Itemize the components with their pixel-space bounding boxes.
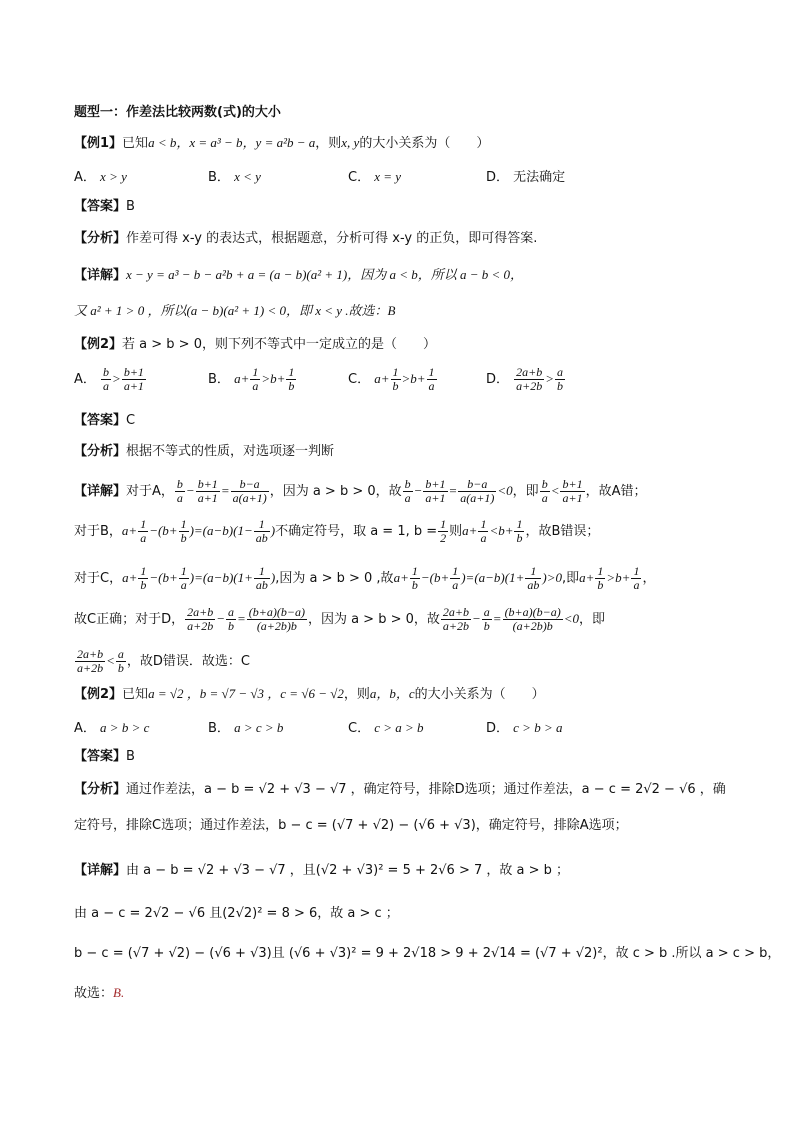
option-value: a > c > b bbox=[234, 720, 284, 735]
detail-text: 故选： bbox=[74, 986, 114, 1001]
fraction: $\frac{1}{b}$ bbox=[288, 365, 295, 393]
fraction: $\frac{1}{a}$ bbox=[428, 365, 435, 393]
option-label: B． bbox=[208, 721, 230, 736]
option-label: C． bbox=[348, 721, 371, 736]
fraction: $\frac{b}{a}$ bbox=[103, 365, 110, 393]
detail-text: ，故D错误．故选：C bbox=[126, 654, 250, 669]
ex1-stem-mid: ，则 bbox=[315, 136, 342, 151]
analysis-tag: 【分析】 bbox=[74, 444, 127, 459]
ex2-option-d: D． $\frac{2a+b}{a+2b}$ > $\frac{a}{b}$ bbox=[486, 365, 564, 393]
answer-value: B bbox=[126, 749, 135, 764]
section-title: 题型一：作差法比较两数(式)的大小 bbox=[74, 105, 281, 120]
answer-tag: 【答案】 bbox=[74, 749, 127, 764]
ex1-stem-vars: x, y bbox=[341, 135, 360, 150]
detail-text: 对于A， bbox=[126, 484, 174, 499]
answer-tag: 【答案】 bbox=[74, 199, 127, 214]
ex1-option-c bbox=[348, 166, 401, 185]
ex1-stem-post: 的大小关系为（ ） bbox=[359, 136, 490, 151]
detail-answer: B. bbox=[113, 985, 125, 1000]
detail-text: ,因为 a > b > 0 ,故 bbox=[275, 571, 394, 586]
ex2-stem-text: 若 a > b > 0，则下列不等式中一定成立的是（ ） bbox=[122, 337, 436, 352]
detail-text: ,即 bbox=[561, 571, 580, 586]
detail-text: ，因为 a > b > 0，故 bbox=[307, 612, 440, 627]
detail-text: x − y = a³ − b − a²b + a = (a − b)(a² + 1)，因为 a < b，所以 a − b < 0， bbox=[126, 267, 524, 282]
ex3-stem-vals: a = √2 ，b = √7 − √3 ，c = √6 − √2 bbox=[148, 686, 344, 701]
option-value: 无法确定 bbox=[513, 170, 566, 185]
analysis-tag: 【分析】 bbox=[74, 782, 127, 797]
ex1-option-b bbox=[208, 166, 261, 185]
detail-text: ，即 bbox=[579, 612, 606, 627]
ex1-option-d bbox=[486, 166, 565, 185]
ex1-stem bbox=[74, 134, 489, 153]
analysis-text: 作差可得 x-y 的表达式，根据题意，分析可得 x-y 的正负，即可得答案. bbox=[126, 231, 538, 246]
detail-text: 不确定符号，取 a = 1, b = bbox=[275, 524, 438, 539]
option-label: A． bbox=[74, 170, 96, 185]
ex3-detail-line-1 bbox=[74, 862, 569, 880]
ex3-option-d bbox=[486, 717, 562, 736]
ex3-stem-mid: ，则 bbox=[343, 687, 370, 702]
analysis-tag: 【分析】 bbox=[74, 231, 127, 246]
ex3-answer bbox=[74, 748, 135, 766]
detail-tag: 【详解】 bbox=[74, 268, 127, 283]
ex3-stem-pre: 已知 bbox=[122, 687, 149, 702]
answer-tag: 【答案】 bbox=[74, 413, 127, 428]
option-label: B． bbox=[208, 170, 230, 185]
ex2-detail-d-cont: $\frac{2a+b}{a+2b}$ < $\frac{a}{b}$ ，故D错误．故选：C bbox=[77, 647, 250, 675]
ex2-detail-a: 【详解】对于A， $\frac{b}{a}$ − $\frac{b+1}{a+1}$ = $\frac{b-a}{a(a+1)}$ ，因为 a > b > 0，故 $\frac{b}{a}$ − $\frac{b+1}{a+1}$ = $\frac{b-a}{a(a+1)}$ <0，即 $\frac{b}{a}$ < $\frac{b+1}{a+1}$ ，故A错； bbox=[74, 477, 647, 505]
detail-text: ，故A错； bbox=[585, 484, 647, 499]
ex3-option-c bbox=[348, 717, 424, 736]
answer-value: B bbox=[126, 199, 135, 214]
detail-tag: 【详解】 bbox=[74, 863, 127, 878]
ex3-stem-post: 的大小关系为（ ） bbox=[414, 687, 545, 702]
ex1-analysis bbox=[74, 230, 537, 248]
ex1-detail-line-2: 又 a² + 1 > 0 ，所以(a − b)(a² + 1) < 0，即 x < y .故选：B bbox=[74, 303, 396, 318]
ex3-option-b bbox=[208, 717, 283, 736]
ex1-stem-cond: a < b，x = a³ − b，y = a²b − a bbox=[148, 135, 316, 150]
detail-text: 由 a − b = √2 + √3 − √7 ，且(√2 + √3)² = 5 + 2√6 > 7 ，故 a > b ； bbox=[126, 863, 570, 878]
ex2-option-a: A． $\frac{b}{a}$ > $\frac{b+1}{a+1}$ bbox=[74, 365, 144, 393]
ex3-tag: 【例2】 bbox=[74, 687, 123, 702]
ex2-option-c: C． a+ $\frac{1}{b}$ >b+ $\frac{1}{a}$ bbox=[348, 365, 435, 393]
option-label: A． bbox=[74, 721, 96, 736]
ex3-analysis-line-2: 定符号，排除C选项；通过作差法，b − c = (√7 + √2) − (√6 + √3)，确定符号，排除A选项； bbox=[74, 818, 628, 833]
fraction: $\frac{1}{b}$ bbox=[392, 365, 399, 393]
ex3-option-a bbox=[74, 717, 149, 736]
ex3-detail-line-2: 由 a − c = 2√2 − √6 且(2√2)² = 8 > 6，故 a > c ； bbox=[74, 906, 399, 921]
detail-text: ，故B错误； bbox=[525, 524, 600, 539]
ex2-option-b: B． a+ $\frac{1}{a}$ >b+ $\frac{1}{b}$ bbox=[208, 365, 295, 393]
option-label: C． bbox=[348, 170, 371, 185]
option-label: D． bbox=[486, 721, 510, 736]
ex2-answer bbox=[74, 412, 135, 430]
fraction: $\frac{a}{b}$ bbox=[557, 365, 564, 393]
option-value: x = y bbox=[374, 169, 402, 184]
detail-text: ，因为 a > b > 0，故 bbox=[269, 484, 402, 499]
ex2-detail-b: 对于B，a+ $\frac{1}{a}$ −(b+ $\frac{1}{b}$ )=(a−b)(1− $\frac{1}{ab}$ )不确定符号，取 a = 1, b = $\frac{1}{2}$ 则a+ $\frac{1}{a}$ <b+ $\frac{1}{b}$ ，故B错误； bbox=[74, 517, 600, 545]
ex3-detail-line-3: b − c = (√7 + √2) − (√6 + √3)且 (√6 + √3)² = 9 + 2√18 > 9 + 2√14 = (√7 + √2)²，故 c > b .所以 a > c > b， bbox=[74, 946, 781, 961]
option-value: a > b > c bbox=[100, 720, 150, 735]
ex1-answer bbox=[74, 198, 135, 216]
answer-value: C bbox=[126, 413, 136, 428]
analysis-text: 通过作差法，a − b = √2 + √3 − √7 ，确定符号，排除D选项；通过作差法，a − c = 2√2 − √6 ，确 bbox=[126, 782, 726, 797]
detail-tag: 【详解】 bbox=[74, 484, 127, 499]
option-label: D． bbox=[486, 170, 510, 185]
option-value: x < y bbox=[234, 169, 261, 184]
ex2-detail-c: 对于C，a+ $\frac{1}{b}$ −(b+ $\frac{1}{a}$ )=(a−b)(1+ $\frac{1}{ab}$ ),因为 a > b > 0 ,故a+ $\frac{1}{b}$ −(b+ $\frac{1}{a}$ )=(a−b)(1+ $\frac{1}{ab}$ )>0,即a+ $\frac{1}{b}$ >b+ $\frac{1}{a}$ ， bbox=[74, 564, 656, 592]
ex1-detail-line-1 bbox=[74, 266, 523, 285]
detail-text: 故C正确；对于D， bbox=[74, 612, 185, 627]
detail-text: 对于C， bbox=[74, 571, 123, 586]
option-label: D． bbox=[486, 372, 510, 387]
option-value: c > a > b bbox=[374, 720, 424, 735]
ex2-stem bbox=[74, 336, 436, 354]
ex1-tag: 【例1】 bbox=[74, 136, 123, 151]
option-value: c > b > a bbox=[513, 720, 563, 735]
fraction: $\frac{2a+b}{a+2b}$ bbox=[516, 365, 543, 393]
ex3-stem-vars: a，b，c bbox=[369, 686, 415, 701]
option-value: x > y bbox=[100, 169, 127, 184]
ex2-tag: 【例2】 bbox=[74, 337, 123, 352]
option-label: A． bbox=[74, 372, 96, 387]
option-label: B． bbox=[208, 372, 230, 387]
fraction: $\frac{1}{a}$ bbox=[252, 365, 259, 393]
fraction: $\frac{b+1}{a+1}$ bbox=[123, 365, 144, 393]
analysis-text: 根据不等式的性质，对选项逐一判断 bbox=[126, 444, 335, 459]
ex3-stem bbox=[74, 685, 545, 704]
detail-text: 对于B， bbox=[74, 524, 122, 539]
ex3-detail-line-4 bbox=[74, 984, 124, 1003]
ex3-analysis-line-1 bbox=[74, 781, 726, 799]
ex1-stem-pre: 已知 bbox=[122, 136, 149, 151]
ex1-option-a bbox=[74, 166, 127, 185]
option-label: C． bbox=[348, 372, 371, 387]
ex2-analysis bbox=[74, 443, 334, 461]
ex2-detail-d: 故C正确；对于D， $\frac{2a+b}{a+2b}$ − $\frac{a}{b}$ = $\frac{(b+a)(b-a)}{(a+2b)b}$ ，因为 a > b > 0，故 $\frac{2a+b}{a+2b}$ − $\frac{a}{b}$ = $\frac{(b+a)(b-a)}{(a+2b)b}$ <0，即 bbox=[74, 605, 606, 633]
